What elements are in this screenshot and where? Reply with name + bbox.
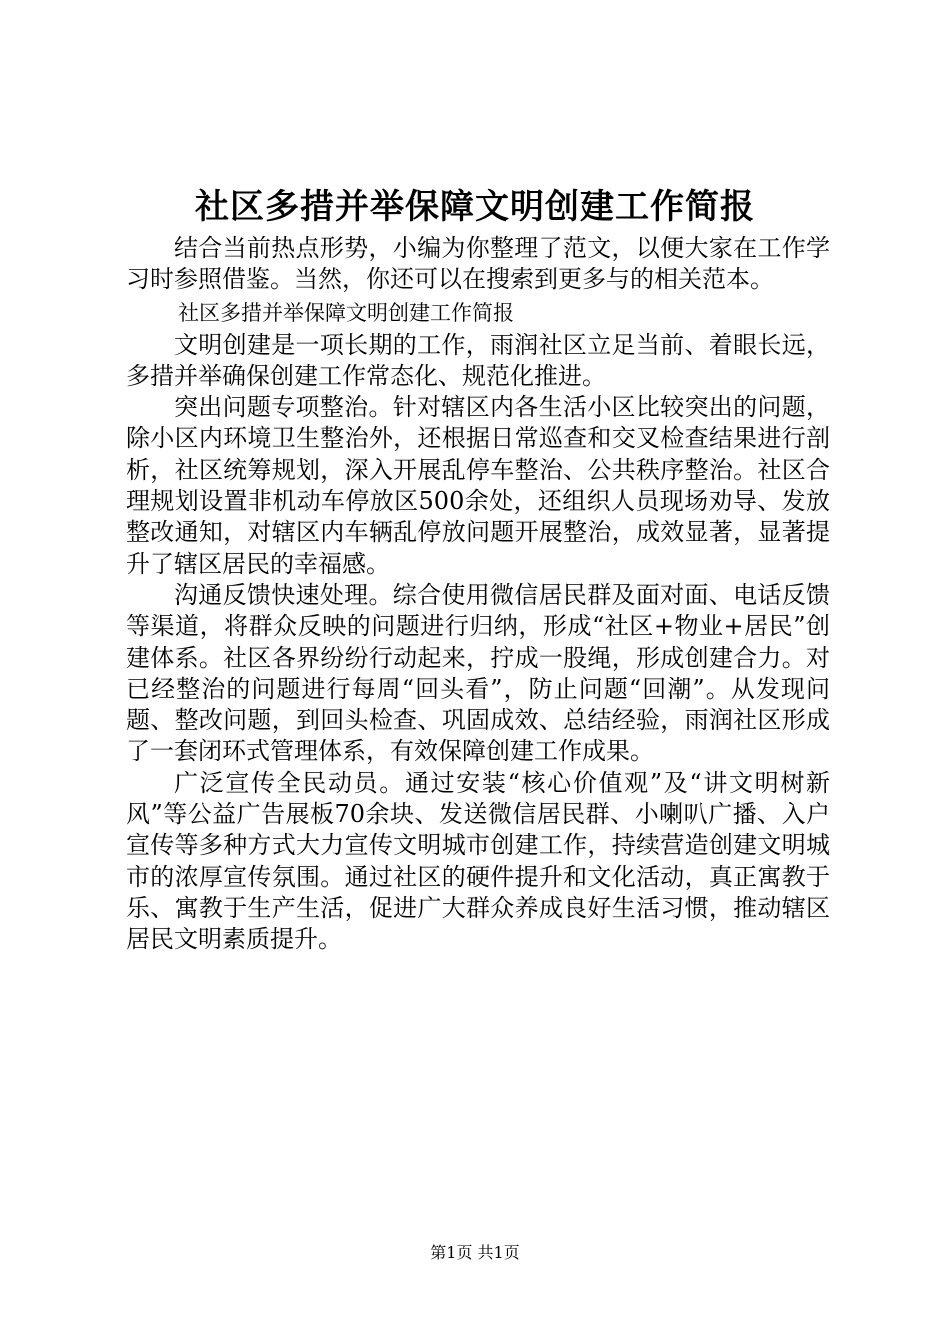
feedback-paragraph: 沟通反馈快速处理。综合使用微信居民群及面对面、电话反馈等渠道，将群众反映的问题进行归纳，形成“社区+物业+居民”创建体系。社区各界纷纷行动起来，拧成一股绳，形成创建合力。对已经整治的问题进行每周“回头看”，防止问题“回潮”。从发现问题、整改问题，到回头检查、巩固成效、总结经验，雨润社区形成了一套闭环式管理体系，有效保障创建工作成果。 [126, 580, 830, 766]
rectification-paragraph: 突出问题专项整治。针对辖区内各生活小区比较突出的问题，除小区内环境卫生整治外，还根据日常巡查和交叉检查结果进行剖析，社区统筹规划，深入开展乱停车整治、公共秩序整治。社区合理规划设置非机动车停放区500余处，还组织人员现场劝导、发放整改通知，对辖区内车辆乱停放问题开展整治，成效显著，显著提升了辖区居民的幸福感。 [126, 393, 830, 578]
publicity-paragraph: 广泛宣传全民动员。通过安装“核心价值观”及“讲文明树新风”等公益广告展板70余块、发送微信居民群、小喇叭广播、入户宣传等多种方式大力宣传文明城市创建工作，持续营造创建文明城市的浓厚宣传氛围。通过社区的硬件提升和文化活动，真正寓教于乐、寓教于生产生活，促进广大群众养成良好生活习惯，推动辖区居民文明素质提升。 [126, 768, 830, 954]
document-body [126, 233, 830, 956]
overview-paragraph: 文明创建是一项长期的工作，雨润社区立足当前、着眼长远，多措并举确保创建工作常态化、规范化推进。 [126, 330, 830, 390]
page-footer: 第1页 共1页 [430, 1243, 520, 1262]
intro-paragraph: 结合当前热点形势，小编为你整理了范文，以便大家在工作学习时参照借鉴。当然，你还可以在搜索到更多与的相关范本。 [126, 234, 830, 294]
document-title: 社区多措并举保障文明创建工作简报 [195, 187, 755, 227]
subheading-paragraph: 社区多措并举保障文明创建工作简报 [178, 300, 514, 325]
